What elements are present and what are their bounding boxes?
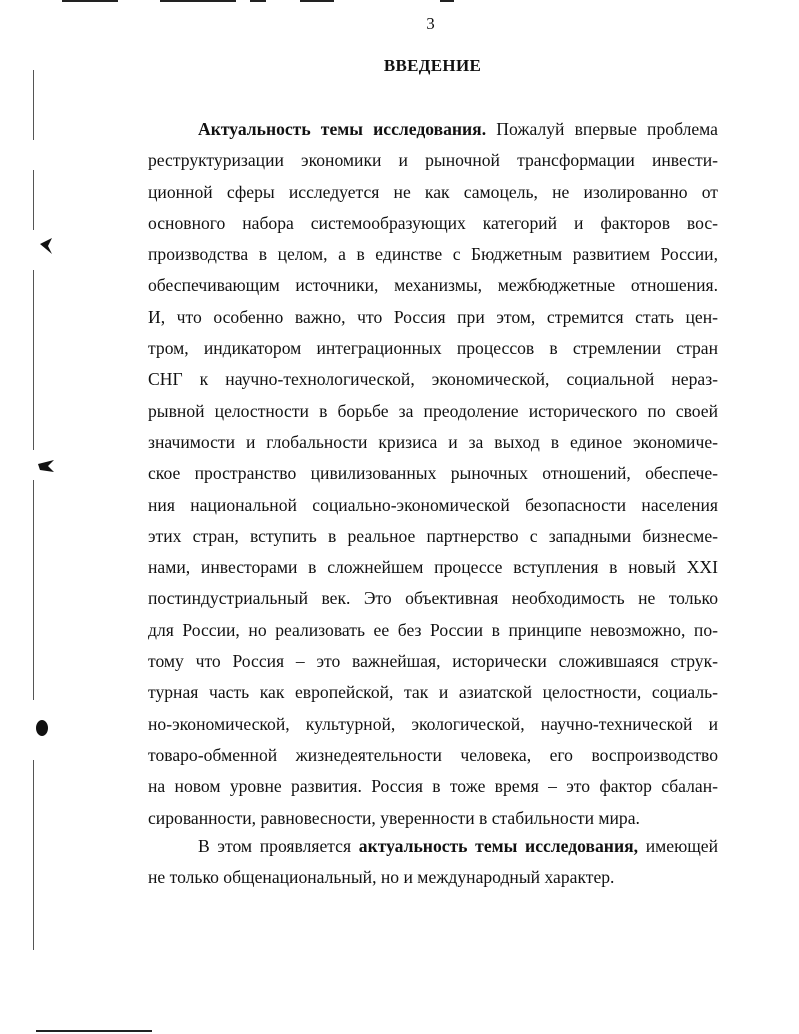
- paragraph-line: значимости и глобальности кризиса и за выход в единое экономиче-: [148, 431, 718, 452]
- paragraph-line: ское пространство цивилизованных рыночных отношений, обеспече-: [148, 463, 718, 484]
- paragraph-line: основного набора системообразующих категорий и факторов вос-: [148, 212, 718, 233]
- scan-edge-top-1: [62, 0, 118, 2]
- paragraph-line: этих стран, вступить в реальное партнерство с западными бизнесме-: [148, 525, 718, 546]
- paragraph-line: не только общенациональный, но и международный характер.: [148, 867, 615, 888]
- paragraph-line: тому что Россия – это важнейшая, исторически сложившаяся струк-: [148, 651, 718, 672]
- paragraph-1: [148, 114, 718, 834]
- scan-edge-bottom: [36, 1030, 152, 1032]
- paragraph-line: рывной целостности в борьбе за преодоление исторического по своей: [148, 400, 718, 421]
- paragraph-line: обеспечивающим источники, механизмы, межбюджетные отношения.: [148, 275, 718, 296]
- paragraph-line: Актуальность темы исследования. Пожалуй впервые проблема: [198, 119, 718, 139]
- scan-left-edge: [33, 480, 34, 700]
- paragraph-line: турная часть как европейской, так и азиатской целостности, социаль-: [148, 682, 718, 703]
- lead-bold-phrase: Актуальность темы исследования.: [198, 119, 487, 139]
- paragraph-line: ционной сферы исследуется не как самоцель, не изолированно от: [148, 181, 718, 202]
- paragraph-2: [148, 831, 718, 894]
- paragraph-line: тром, индикатором интеграционных процессов в стремлении стран: [148, 338, 718, 359]
- paragraph-line: В этом проявляется актуальность темы исследования, имеющей: [198, 836, 718, 856]
- scan-left-edge: [33, 270, 34, 450]
- punch-hole-mark: [34, 718, 50, 738]
- scan-left-edge: [33, 760, 34, 950]
- paragraph-line: И, что особенно важно, что Россия при этом, стремится стать цен-: [148, 306, 718, 327]
- paragraph-line: производства в целом, а в единстве с Бюджетным развитием России,: [148, 244, 718, 265]
- paragraph-line: постиндустриальный век. Это объективная необходимость не только: [148, 588, 718, 609]
- paragraph-line: для России, но реализовать ее без России в принципе невозможно, по-: [148, 619, 718, 640]
- page-title: ВВЕДЕНИЕ: [383, 56, 482, 75]
- bold-phrase: актуальность темы исследования,: [358, 836, 639, 856]
- paragraph-line: товаро-обменной жизнедеятельности человека, его воспроизводство: [148, 744, 718, 765]
- paragraph-line: реструктуризации экономики и рыночной трансформации инвести-: [148, 150, 718, 171]
- scan-left-edge: [33, 70, 34, 140]
- paragraph-line: на новом уровне развития. Россия в тоже время – это фактор сбалан-: [148, 776, 718, 797]
- scan-edge-top-5: [440, 0, 454, 2]
- page-number: 3: [426, 14, 435, 33]
- punch-hole-mark: [36, 458, 56, 474]
- scan-left-edge: [33, 170, 34, 230]
- punch-hole-mark: [38, 236, 54, 256]
- paragraph-line: СНГ к научно-технологической, экономической, социальной нераз-: [148, 369, 718, 390]
- paragraph-line: сированности, равновесности, уверенности в стабильности мира.: [148, 807, 640, 828]
- scan-edge-top-2: [160, 0, 236, 2]
- paragraph-line: нами, инвесторами в сложнейшем процессе вступления в новый XXI: [148, 557, 718, 578]
- paragraph-line: ния национальной социально-экономической безопасности населения: [148, 494, 718, 515]
- paragraph-line: но-экономической, культурной, экологической, научно-технической и: [148, 713, 718, 734]
- scan-edge-top-4: [300, 0, 334, 2]
- scan-edge-top-3: [250, 0, 266, 2]
